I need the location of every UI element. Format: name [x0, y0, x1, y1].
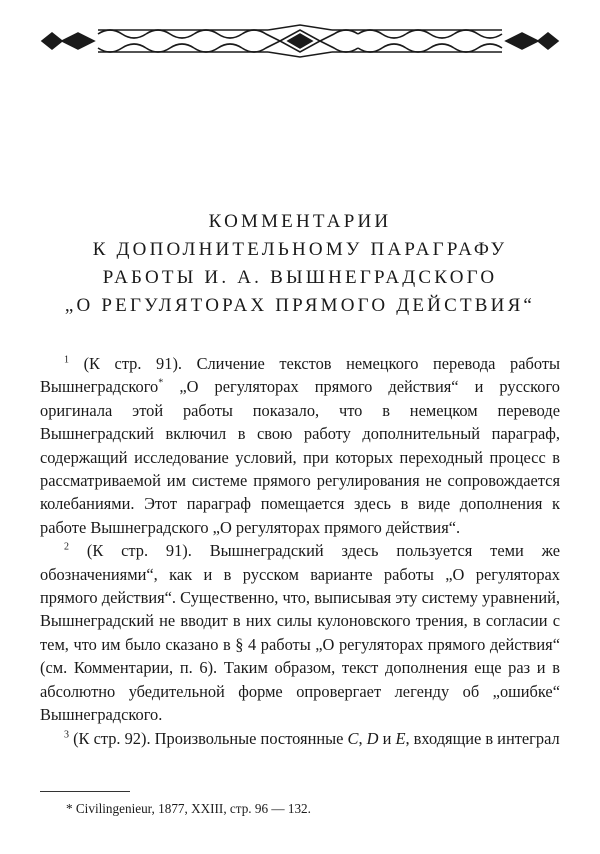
- note-1-text-a: (К стр. 91). Сличение текстов немецкого перевода работы Вышнеградского: [40, 354, 560, 397]
- note-3-text-a: (К стр. 92). Произвольные постоянные: [69, 728, 348, 748]
- commentary-body: [40, 352, 560, 750]
- footnote: * Civilingenieur, 1877, XXIII, стр. 96 — 132.: [66, 801, 311, 816]
- note-1-number: 1: [64, 354, 69, 366]
- note-3-number: 3: [64, 729, 69, 741]
- note-2-text: (К стр. 91). Вышнеградский здесь пользуется теми же обозначениями“, как и в русском варианте работы „О регуляторах прямого действия“. Существенно, что, выписывая эту систему уравнений, Вышнеградский не вводит в них силы кулоновского трения, в согласии с тем, что им было сказано в § 4 работы „О регуляторах прямого действия“ (см. Комментарии, п. 6). Таким образом, текст дополнения еще раз и в абсолютно убедительной форме опровергает легенду об „ошибке“ Вышнеградского.: [40, 541, 560, 725]
- note-3-sep-2: и: [378, 728, 396, 748]
- note-3-text-b: , входящие в интеграл: [405, 728, 560, 748]
- title-line-2: К ДОПОЛНИТЕЛЬНОМУ ПАРАГРАФУ: [92, 239, 508, 260]
- note-1: [40, 352, 560, 539]
- var-e: E: [395, 728, 406, 748]
- section-title: [0, 208, 600, 320]
- note-3-sep-1: ,: [358, 728, 367, 748]
- title-line-1: КОММЕНТАРИИ: [208, 211, 392, 232]
- note-3: [40, 727, 560, 750]
- title-line-3: РАБОТЫ И. А. ВЫШНЕГРАДСКОГО: [102, 267, 498, 288]
- footnote-marker: *: [158, 377, 164, 389]
- title-line-4: „О РЕГУЛЯТОРАХ ПРЯМОГО ДЕЙСТВИЯ“: [64, 295, 536, 316]
- note-2: [40, 539, 560, 726]
- footnote-rule: [40, 791, 130, 792]
- note-1-text-b: „О регуляторах прямого действия“ и русского оригинала этой работы показало, что в немецком переводе Вышнеградский включил в свою работу дополнительный параграф, содержащий исследование условий, при которых переходный процесс в рассматриваемой им системе прямого регулирования не сопровождается колебаниями. Этот параграф помещается здесь в виде дополнения к работе Вышнеградского „О регуляторах прямого действия“.: [40, 377, 560, 537]
- var-d: D: [366, 728, 379, 748]
- var-c: C: [347, 728, 359, 748]
- ornament-border: [38, 24, 562, 58]
- note-2-number: 2: [64, 541, 69, 553]
